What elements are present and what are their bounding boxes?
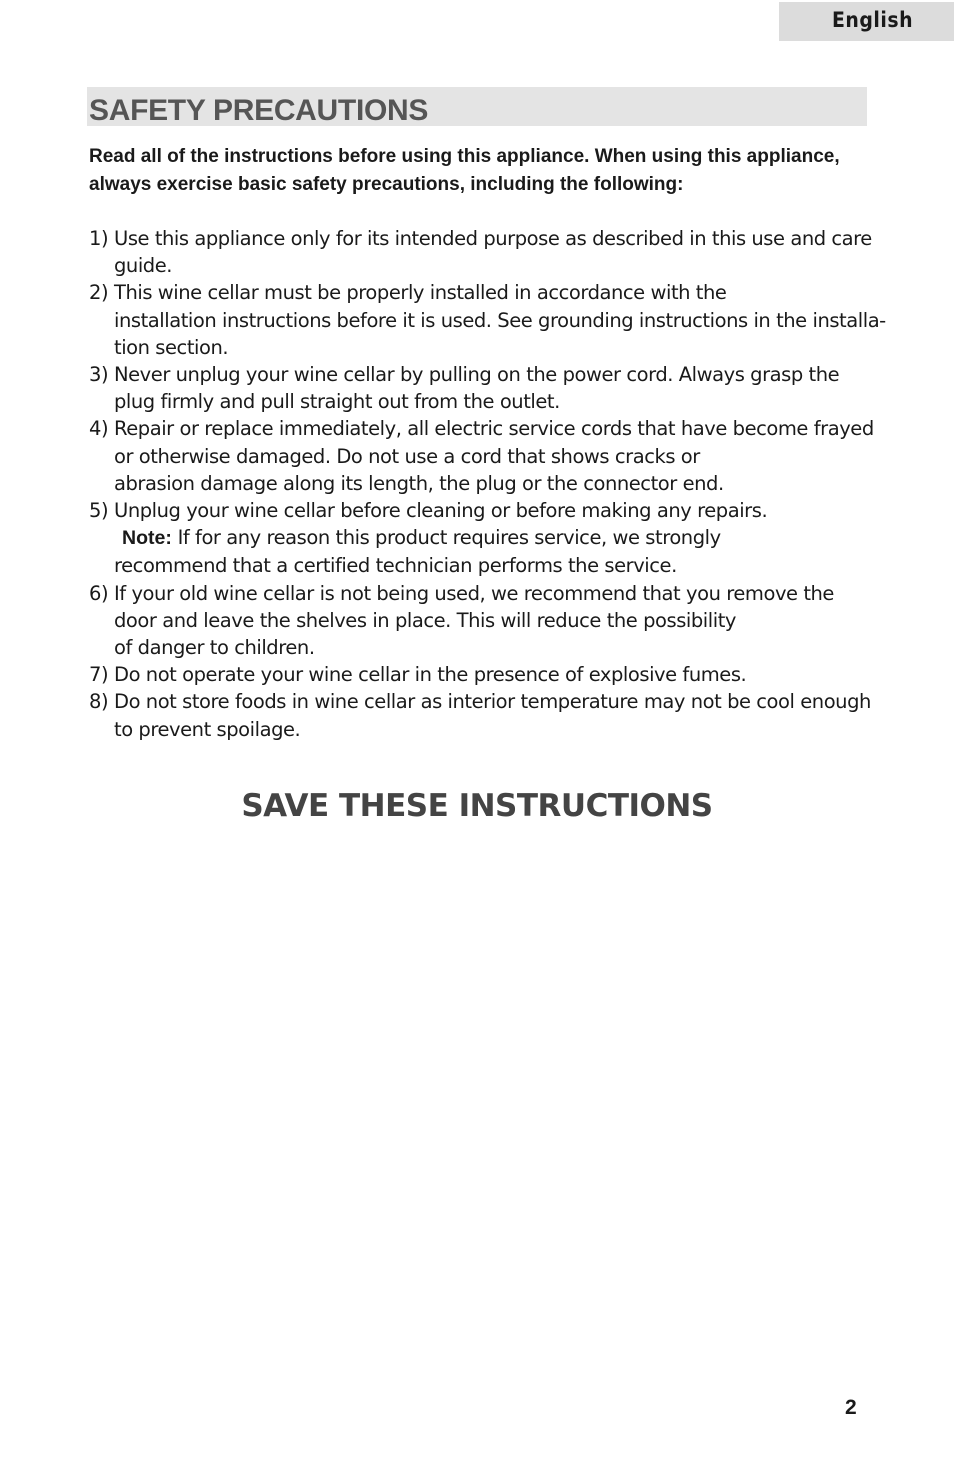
note-label: Note: bbox=[122, 527, 172, 550]
item-number: 1) bbox=[89, 227, 109, 250]
item-line: to prevent spoilage. bbox=[114, 717, 301, 741]
intro-paragraph: Read all of the instructions before using this appliance. When using this appliance, always exercise basic safety precautions, including the following: bbox=[89, 146, 840, 195]
language-tab: English bbox=[779, 2, 954, 41]
item-line: abrasion damage along its length, the plug or the connector end. bbox=[114, 471, 724, 495]
item-number: 2) bbox=[89, 281, 109, 305]
item-line: of danger to children. bbox=[114, 636, 315, 660]
item-line: If your old wine cellar is not being used, we recommend that you remove the bbox=[114, 581, 834, 605]
item-line: This wine cellar must be properly installed in accordance with the bbox=[114, 281, 727, 305]
item-line: Do not store foods in wine cellar as interior temperature may not be cool enough bbox=[114, 690, 871, 714]
note-continuation: recommend that a certified technician performs the service. bbox=[114, 554, 677, 578]
note-line bbox=[114, 524, 869, 552]
item-number: 3) bbox=[89, 363, 109, 387]
item-line: Repair or replace immediately, all electric service cords that have become frayed bbox=[114, 417, 874, 441]
list-item bbox=[89, 688, 869, 742]
item-number: 7) bbox=[89, 663, 109, 687]
list-item bbox=[89, 361, 869, 415]
item-line: Unplug your wine cellar before cleaning or before making any repairs. bbox=[114, 499, 768, 523]
item-line: Never unplug your wine cellar by pulling on the power cord. Always grasp the bbox=[114, 363, 840, 387]
list-item bbox=[89, 497, 869, 580]
item-number: 8) bbox=[89, 690, 109, 714]
list-item bbox=[89, 225, 872, 279]
save-instructions-heading: SAVE THESE INSTRUCTIONS bbox=[241, 788, 713, 824]
list-item bbox=[89, 279, 886, 361]
item-line: guide. bbox=[114, 254, 173, 278]
item-line: installation instructions before it is used. See grounding instructions in the installa- bbox=[114, 308, 886, 332]
list-item bbox=[89, 661, 869, 688]
item-number: 5) bbox=[89, 499, 109, 523]
item-line: Use this appliance only for its intended purpose as described in this use and care bbox=[114, 227, 872, 250]
item-number: 6) bbox=[89, 581, 109, 605]
page-number: 2 bbox=[845, 1396, 857, 1419]
list-item bbox=[89, 415, 874, 497]
item-number: 4) bbox=[89, 417, 109, 441]
item-line: or otherwise damaged. Do not use a cord that shows cracks or bbox=[114, 444, 700, 468]
item-line: door and leave the shelves in place. This will reduce the possibility bbox=[114, 608, 737, 632]
section-title: SAFETY PRECAUTIONS bbox=[89, 94, 429, 127]
precautions-list bbox=[89, 225, 886, 743]
item-line: tion section. bbox=[114, 335, 229, 359]
item-line: plug firmly and pull straight out from the outlet. bbox=[114, 390, 560, 414]
item-line: Do not operate your wine cellar in the presence of explosive fumes. bbox=[114, 663, 747, 687]
list-item bbox=[89, 580, 869, 662]
note-text: If for any reason this product requires service, we strongly bbox=[171, 526, 721, 550]
